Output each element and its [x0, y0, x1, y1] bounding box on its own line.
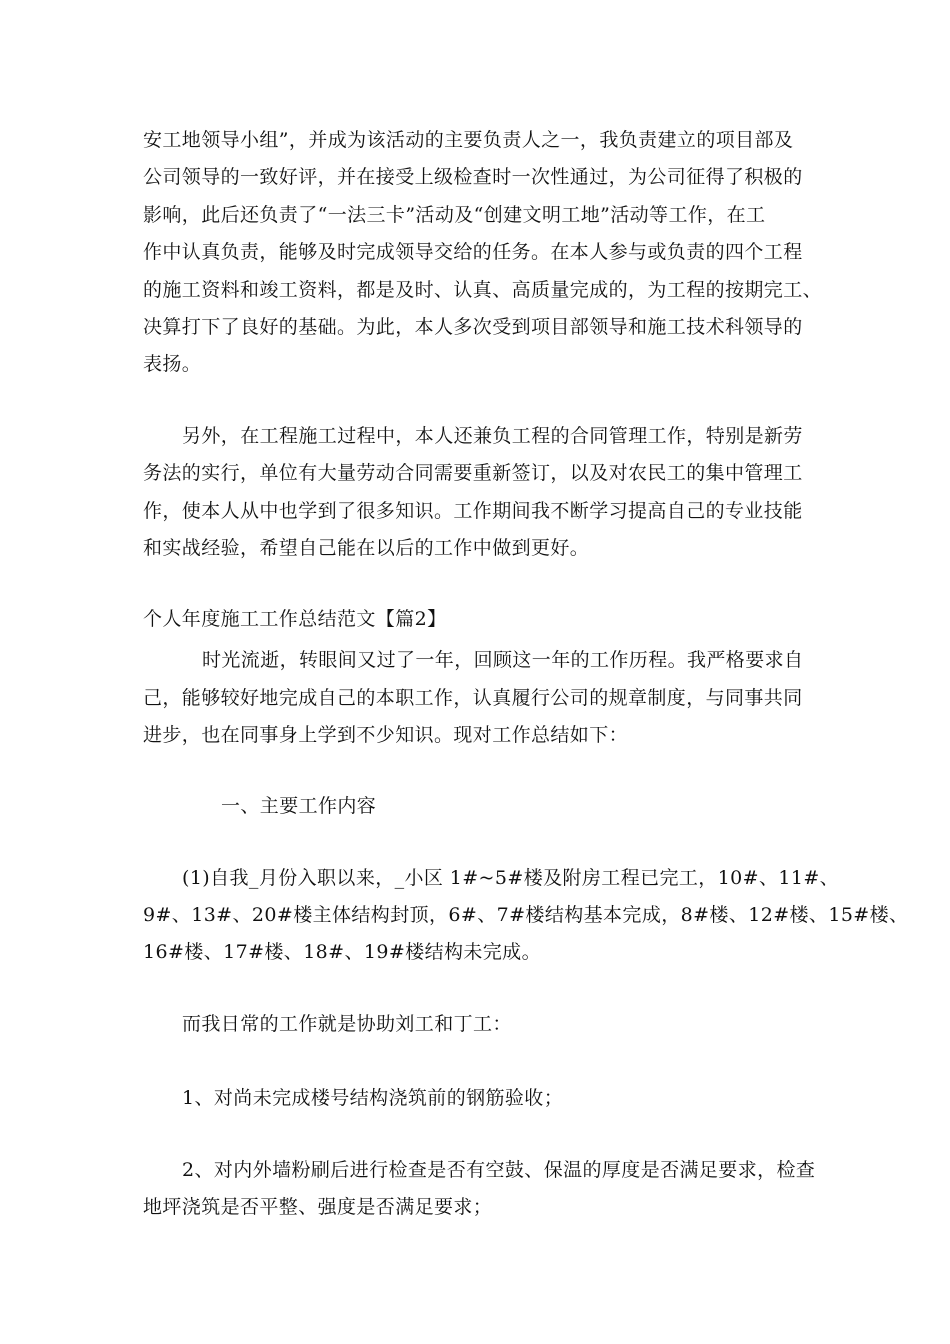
paragraph-1-line-7: 表扬。 [143, 353, 202, 375]
list-item-2-line-2: 地坪浇筑是否平整、强度是否满足要求； [143, 1196, 493, 1218]
paragraph-1-line-6: 决算打下了良好的基础。为此，本人多次受到项目部领导和施工技术科领导的 [143, 316, 803, 338]
list-item-2-line-1: 2、对内外墙粉刷后进行检查是否有空鼓、保温的厚度是否满足要求，检查 [182, 1159, 816, 1181]
list-item-1: 1、对尚未完成楼号结构浇筑前的钢筋验收； [182, 1087, 564, 1109]
paragraph-3-line-3: 进步，也在同事身上学到不少知识。现对工作总结如下： [143, 724, 629, 746]
paragraph-1-line-1: 安工地领导小组”，并成为该活动的主要负责人之一，我负责建立的项目部及 [143, 129, 794, 151]
paragraph-2-line-3: 作，使本人从中也学到了很多知识。工作期间我不断学习提高自己的专业技能 [143, 500, 803, 522]
paragraph-3-line-1: 时光流逝，转眼间又过了一年，回顾这一年的工作历程。我严格要求自 [202, 649, 804, 671]
paragraph-1-line-3: 影响，此后还负责了“一法三卡”活动及“创建文明工地”活动等工作，在工 [143, 204, 766, 226]
heading-main-work: 一、主要工作内容 [221, 795, 377, 817]
paragraph-2-line-4: 和实战经验，希望自己能在以后的工作中做到更好。 [143, 537, 590, 559]
section-title: 个人年度施工工作总结范文【篇2】 [143, 608, 447, 630]
paragraph-4-line-3: 16#楼、17#楼、18#、19#楼结构未完成。 [143, 941, 541, 963]
paragraph-1-line-5: 的施工资料和竣工资料，都是及时、认真、高质量完成的，为工程的按期完工、 [143, 279, 823, 301]
paragraph-2-line-2: 务法的实行，单位有大量劳动合同需要重新签订，以及对农民工的集中管理工 [143, 462, 803, 484]
paragraph-5: 而我日常的工作就是协助刘工和丁工： [182, 1013, 512, 1035]
paragraph-1-line-4: 作中认真负责，能够及时完成领导交给的任务。在本人参与或负责的四个工程 [143, 241, 803, 263]
paragraph-2-line-1: 另外，在工程施工过程中，本人还兼负工程的合同管理工作，特别是新劳 [182, 425, 803, 447]
paragraph-3-line-2: 己，能够较好地完成自己的本职工作，认真履行公司的规章制度，与同事共同 [143, 687, 803, 709]
paragraph-4-line-2: 9#、13#、20#楼主体结构封顶，6#、7#楼结构基本完成，8#楼、12#楼、15#楼、 [143, 904, 909, 926]
paragraph-1-line-2: 公司领导的一致好评，并在接受上级检查时一次性通过，为公司征得了积极的 [143, 166, 803, 188]
paragraph-4-line-1: (1)自我_月份入职以来，_小区 1#~5#楼及附房工程已完工，10#、11#、 [182, 867, 840, 889]
